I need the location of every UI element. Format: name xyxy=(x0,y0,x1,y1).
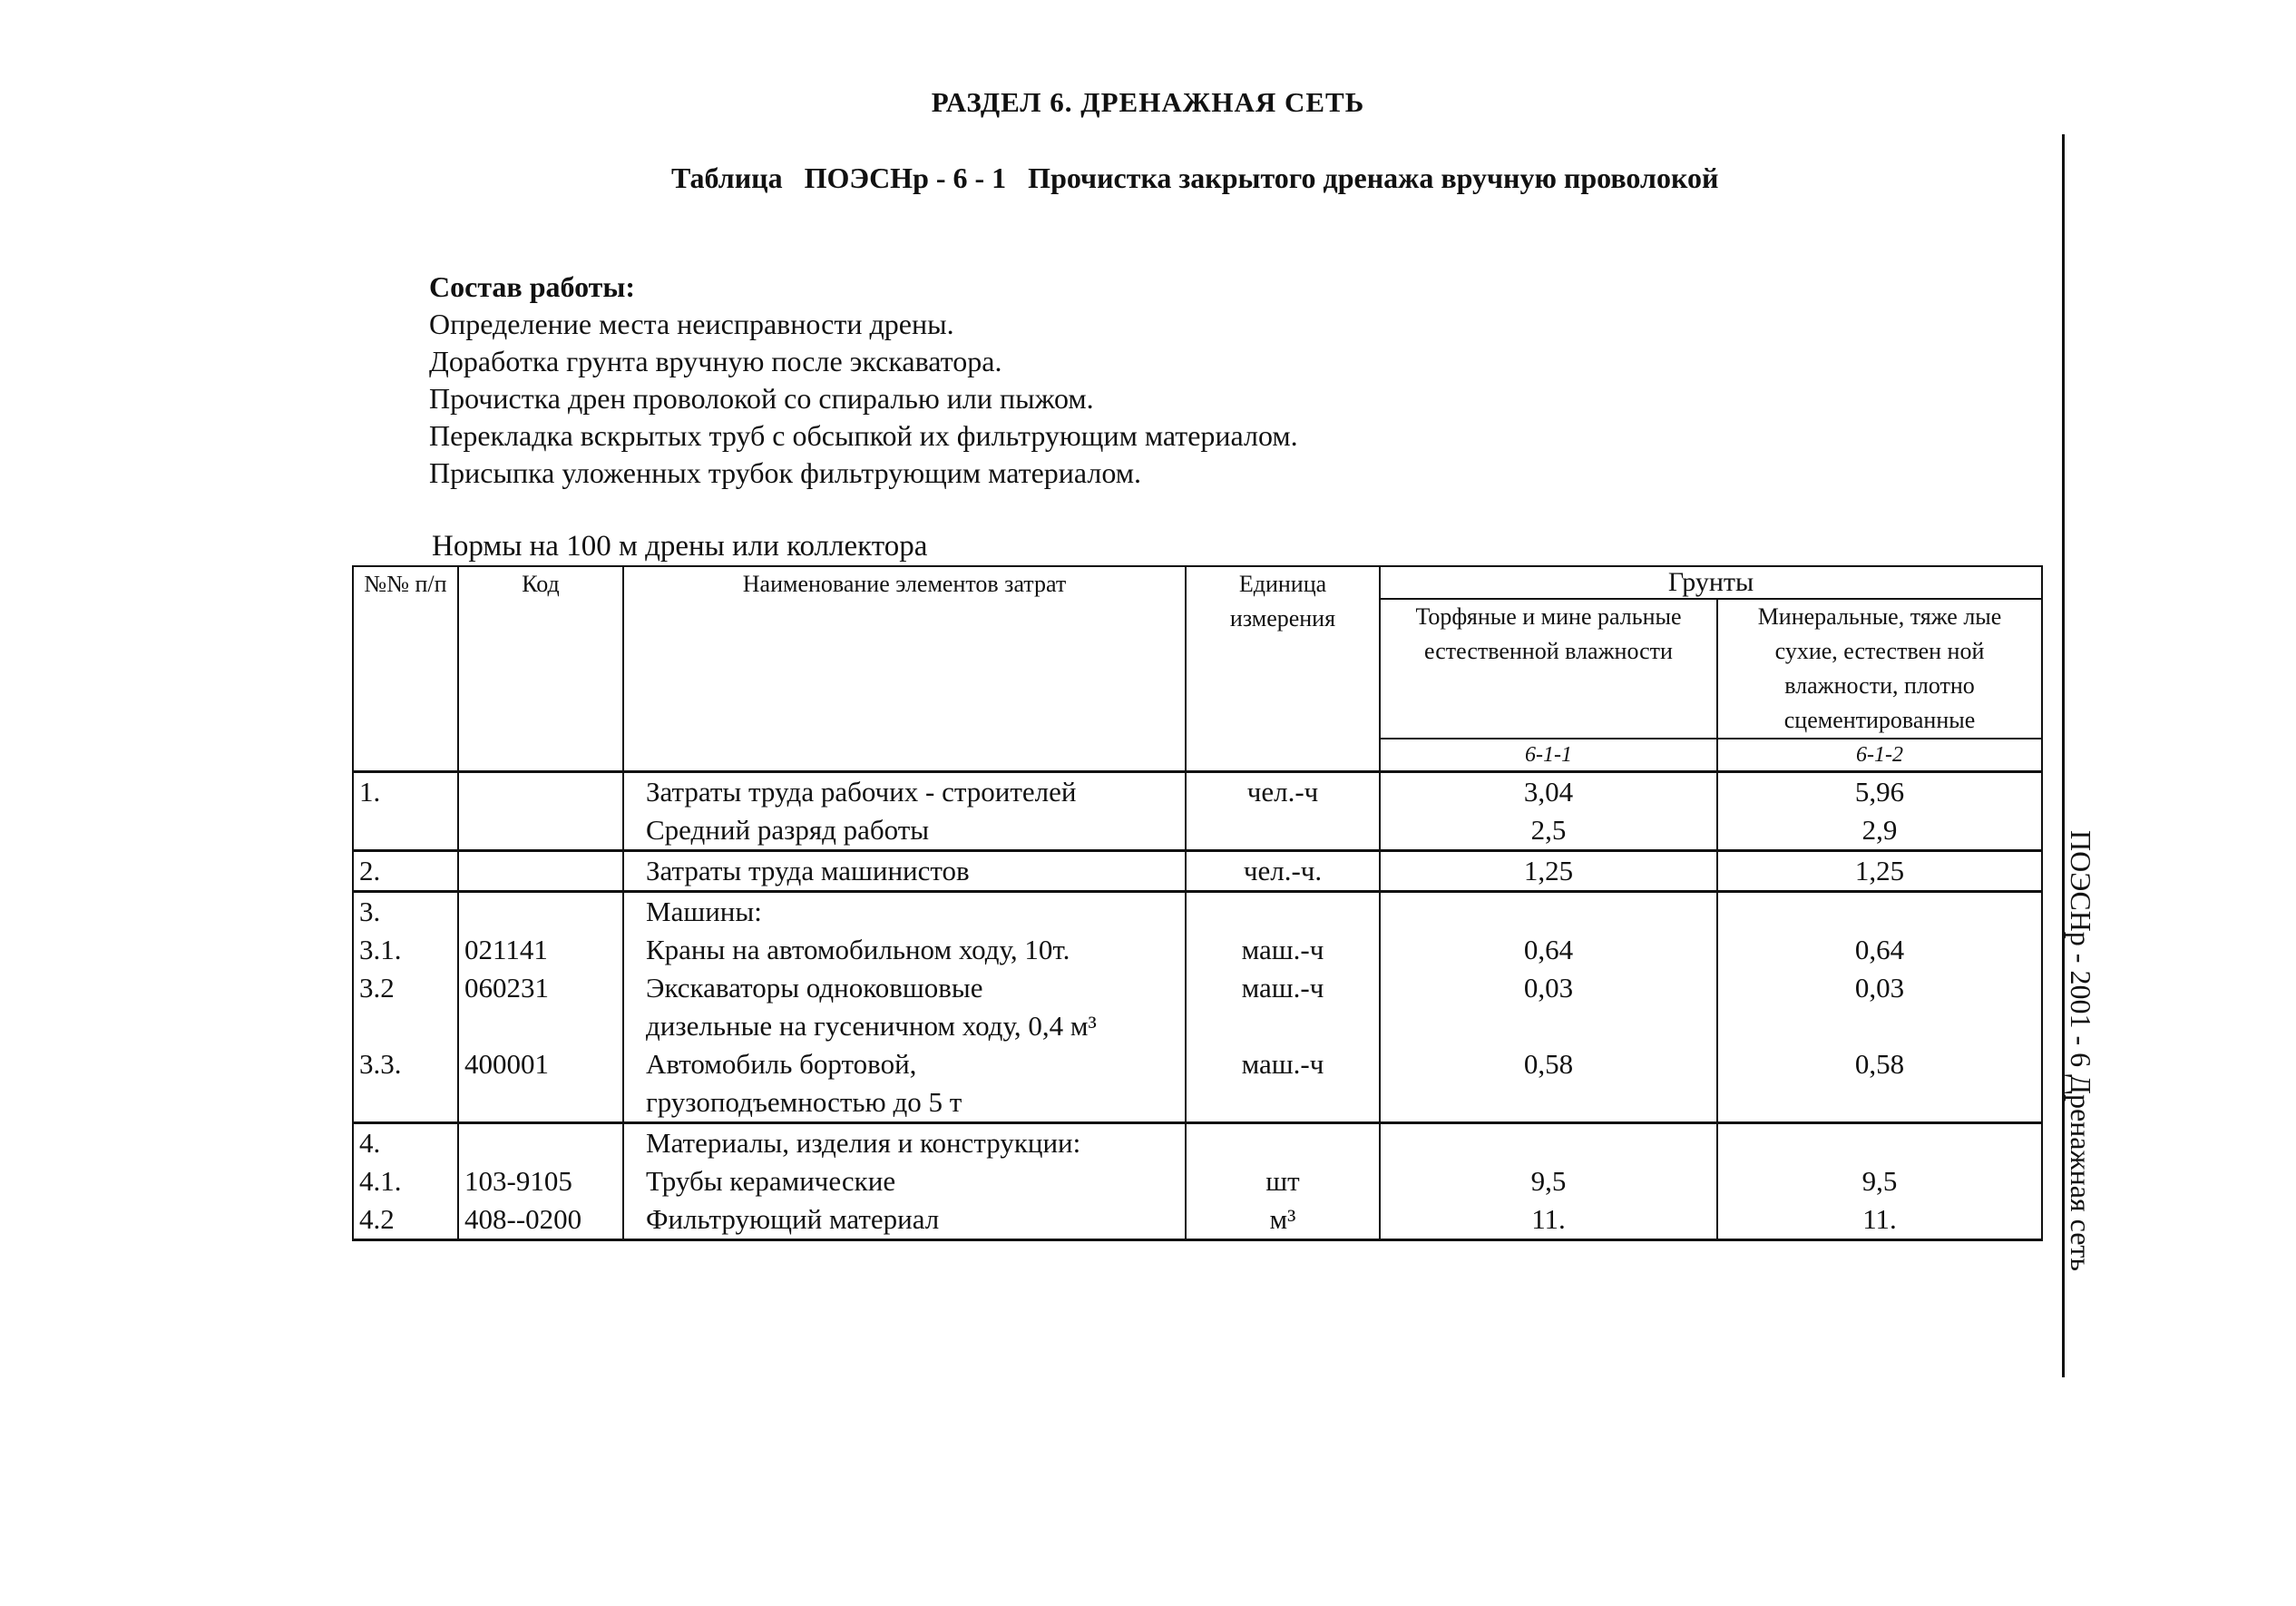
cell-code xyxy=(458,892,623,932)
cell-code xyxy=(458,1083,623,1123)
section-title: РАЗДЕЛ 6. ДРЕНАЖНАЯ СЕТЬ xyxy=(931,86,1365,118)
cell-value-1 xyxy=(1380,1007,1717,1045)
cell-value-1: 1,25 xyxy=(1380,851,1717,892)
cell-num: 4.2 xyxy=(353,1200,458,1240)
table-code: ПОЭСНр - 6 - 1 xyxy=(804,162,1007,194)
cell-unit: маш.-ч xyxy=(1186,1045,1380,1083)
header-name: Наименование элементов затрат xyxy=(623,566,1186,772)
cell-name: грузоподъемностью до 5 т xyxy=(623,1083,1186,1123)
cell-value-2 xyxy=(1717,892,2042,932)
table-row xyxy=(353,772,2042,812)
cell-value-2: 1,25 xyxy=(1717,851,2042,892)
cell-name: Машины: xyxy=(623,892,1186,932)
cell-code: 400001 xyxy=(458,1045,623,1083)
cell-num: 3. xyxy=(353,892,458,932)
cell-value-2: 5,96 xyxy=(1717,772,2042,812)
table-row xyxy=(353,1083,2042,1123)
cell-num xyxy=(353,811,458,851)
cell-code: 021141 xyxy=(458,931,623,969)
cell-unit: чел.-ч xyxy=(1186,772,1380,812)
table-row xyxy=(353,892,2042,932)
work-composition xyxy=(429,269,1298,492)
work-item: Присыпка уложенных трубок фильтрующим материалом. xyxy=(429,456,1141,489)
header-code: Код xyxy=(458,566,623,772)
cell-num: 3.2 xyxy=(353,969,458,1007)
header-soil-1: Торфяные и мине ральные естественной влажности xyxy=(1380,599,1717,739)
cell-code: 060231 xyxy=(458,969,623,1007)
table-row xyxy=(353,851,2042,892)
table-title xyxy=(671,162,1718,195)
cell-unit xyxy=(1186,811,1380,851)
norms-caption: Нормы на 100 м дрены или коллектора xyxy=(432,530,928,563)
cell-name: Затраты труда рабочих - строителей xyxy=(623,772,1186,812)
cell-code xyxy=(458,811,623,851)
cell-num: 2. xyxy=(353,851,458,892)
cell-value-2: 0,03 xyxy=(1717,969,2042,1007)
work-item: Прочистка дрен проволокой со спиралью или пыжом. xyxy=(429,382,1094,415)
cell-value-1: 0,58 xyxy=(1380,1045,1717,1083)
cell-value-2: 0,64 xyxy=(1717,931,2042,969)
cell-value-1: 0,03 xyxy=(1380,969,1717,1007)
cell-value-2 xyxy=(1717,1123,2042,1163)
header-num: №№ п/п xyxy=(353,566,458,772)
work-item: Доработка грунта вручную после экскаватора. xyxy=(429,345,1002,377)
cell-unit xyxy=(1186,1007,1380,1045)
cell-unit: чел.-ч. xyxy=(1186,851,1380,892)
cell-name: Затраты труда машинистов xyxy=(623,851,1186,892)
cell-value-1: 3,04 xyxy=(1380,772,1717,812)
cell-name: Материалы, изделия и конструкции: xyxy=(623,1123,1186,1163)
cell-name: Автомобиль бортовой, xyxy=(623,1045,1186,1083)
cell-name: Краны на автомобильном ходу, 10т. xyxy=(623,931,1186,969)
cell-num xyxy=(353,1083,458,1123)
cell-value-1: 0,64 xyxy=(1380,931,1717,969)
cell-num: 3.3. xyxy=(353,1045,458,1083)
table-row xyxy=(353,1162,2042,1200)
cell-code xyxy=(458,851,623,892)
cell-value-1: 9,5 xyxy=(1380,1162,1717,1200)
cell-num: 4.1. xyxy=(353,1162,458,1200)
cell-code: 103-9105 xyxy=(458,1162,623,1200)
cell-num: 3.1. xyxy=(353,931,458,969)
cell-unit xyxy=(1186,1123,1380,1163)
cell-num xyxy=(353,1007,458,1045)
cell-value-1 xyxy=(1380,1083,1717,1123)
table-row xyxy=(353,1200,2042,1240)
cell-code: 408--0200 xyxy=(458,1200,623,1240)
cell-value-2: 0,58 xyxy=(1717,1045,2042,1083)
cell-value-1 xyxy=(1380,892,1717,932)
cell-code xyxy=(458,772,623,812)
cell-value-2 xyxy=(1717,1007,2042,1045)
cell-num: 1. xyxy=(353,772,458,812)
cell-value-2 xyxy=(1717,1083,2042,1123)
work-item: Определение места неисправности дрены. xyxy=(429,308,954,340)
norms-table xyxy=(352,565,2043,1241)
work-item: Перекладка вскрытых труб с обсыпкой их фильтрующим материалом. xyxy=(429,419,1298,452)
cell-name: Фильтрующий материал xyxy=(623,1200,1186,1240)
table-row xyxy=(353,1045,2042,1083)
cell-value-2: 9,5 xyxy=(1717,1162,2042,1200)
work-heading: Состав работы: xyxy=(429,270,636,303)
header-soil-2-code: 6-1-2 xyxy=(1717,739,2042,772)
cell-value-2: 2,9 xyxy=(1717,811,2042,851)
header-soils: Грунты xyxy=(1380,566,2042,599)
cell-num: 4. xyxy=(353,1123,458,1163)
cell-unit: шт xyxy=(1186,1162,1380,1200)
cell-code xyxy=(458,1007,623,1045)
cell-name: Экскаваторы одноковшовые xyxy=(623,969,1186,1007)
table-row xyxy=(353,1123,2042,1163)
cell-value-2: 11. xyxy=(1717,1200,2042,1240)
table-row xyxy=(353,811,2042,851)
cell-unit: маш.-ч xyxy=(1186,931,1380,969)
cell-name: дизельные на гусеничном ходу, 0,4 м³ xyxy=(623,1007,1186,1045)
cell-value-1: 2,5 xyxy=(1380,811,1717,851)
cell-name: Средний разряд работы xyxy=(623,811,1186,851)
cell-value-1: 11. xyxy=(1380,1200,1717,1240)
table-row xyxy=(353,931,2042,969)
header-soil-2: Минеральные, тяже лые сухие, естествен ной влажности, плотно сцементированные xyxy=(1717,599,2042,739)
cell-unit: маш.-ч xyxy=(1186,969,1380,1007)
side-label: ПОЭСНр - 2001 - 6 Дренажная сеть xyxy=(2065,830,2097,1271)
cell-value-1 xyxy=(1380,1123,1717,1163)
cell-unit xyxy=(1186,1083,1380,1123)
cell-code xyxy=(458,1123,623,1163)
cell-name: Трубы керамические xyxy=(623,1162,1186,1200)
header-soil-1-code: 6-1-1 xyxy=(1380,739,1717,772)
cell-unit xyxy=(1186,892,1380,932)
header-unit: Единица измерения xyxy=(1186,566,1380,772)
table-row xyxy=(353,1007,2042,1045)
table-row xyxy=(353,969,2042,1007)
table-label: Таблица xyxy=(671,162,783,194)
cell-unit: м³ xyxy=(1186,1200,1380,1240)
table-name: Прочистка закрытого дренажа вручную проволокой xyxy=(1028,162,1719,194)
